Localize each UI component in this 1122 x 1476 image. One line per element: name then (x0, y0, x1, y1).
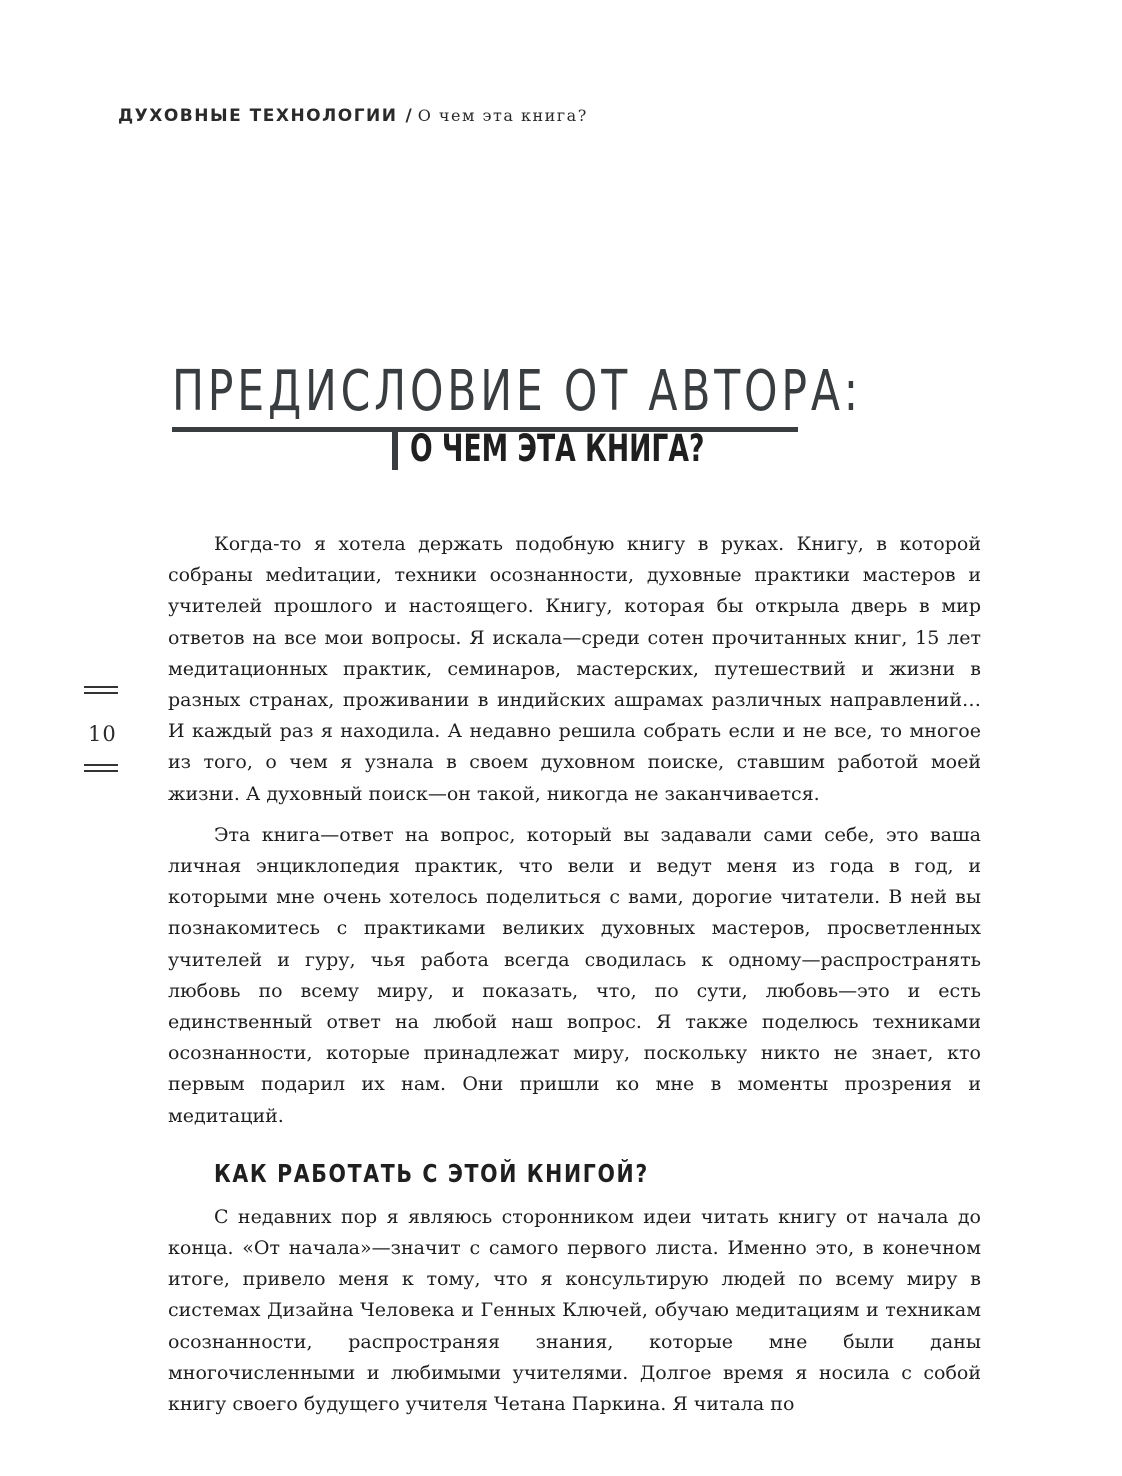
page-marker (84, 686, 120, 772)
page-number-rule-bottom (84, 764, 118, 772)
paragraph-intro: Когда-то я хотела держать подобную книгу в руках. Книгу, в которой собраны меdитации, техники осознанности, духовные практики мастеров и учителей прошлого и настоящего. Книгу, которая бы открыла дверь в мир ответов на все мои вопросы. Я искала—среди сотен прочитанных книг, 15 лет медитационных практик, семинаров, мастерских, путешествий и жизни в разных странах, проживании в индийских ашрамах различных направлений… И каждый раз я находила. А недавно решила собрать если и не все, то многое из того, о чем я узнала в своем духовном поиске, ставшим работой моей жизни. А духовный поиск—он такой, никогда не заканчивается. (168, 533, 981, 805)
running-head-chapter: О чем эта книга? (417, 106, 588, 125)
page-number-rule-top (84, 686, 118, 694)
running-head-separator: / (405, 106, 412, 126)
paragraph-about-book: Эта книга—ответ на вопрос, который вы задавали сами себе, это ваша личная энциклопедия практик, что вели и ведут меня из года в год, и которыми мне очень хотелось поделиться с вами, дорогие читатели. В ней вы познакомитесь с практиками великих духовных мастеров, просветленных учителей и гуру, чья работа всегда сводилась к одному—распространять любовь по всему миру, и показать, что, по сути, любовь—это и есть единственный ответ на любой наш вопрос. Я также поделюсь техниками осознанности, которые принадлежат миру, поскольку никто не знает, кто первым подарил их нам. Они пришли ко мне в моменты прозрения и медитаций. (168, 823, 981, 1127)
running-head-series: ДУХОВНЫЕ ТЕХНОЛОГИИ (118, 106, 398, 126)
section-heading: КАК РАБОТАТЬ С ЭТОЙ КНИГОЙ? (214, 1158, 649, 1188)
subtitle-vertical-bar (392, 427, 398, 470)
page-number: 10 (88, 722, 117, 746)
chapter-title: ПРЕДИСЛОВИЕ ОТ АВТОРА: (172, 359, 862, 424)
body-text (168, 529, 981, 1420)
running-head (118, 106, 588, 126)
paragraph-how-to-read: С недавних пор я являюсь сторонником идеи читать книгу от начала до конца. «От начала»—значит с самого первого листа. Именно это, в конечном итоге, привело меня к тому, что я консультирую людей по всему миру в системах Дизайна Человека и Генных Ключей, обучаю медитациям и техникам осознанности, распространяя знания, которые мне были даны многочисленными и любимыми учителями. Долгое время я носила с собой книгу своего будущего учителя Четана Паркина. Я читала по (168, 1205, 981, 1416)
chapter-subtitle: О ЧЕМ ЭТА КНИГА? (410, 427, 705, 470)
